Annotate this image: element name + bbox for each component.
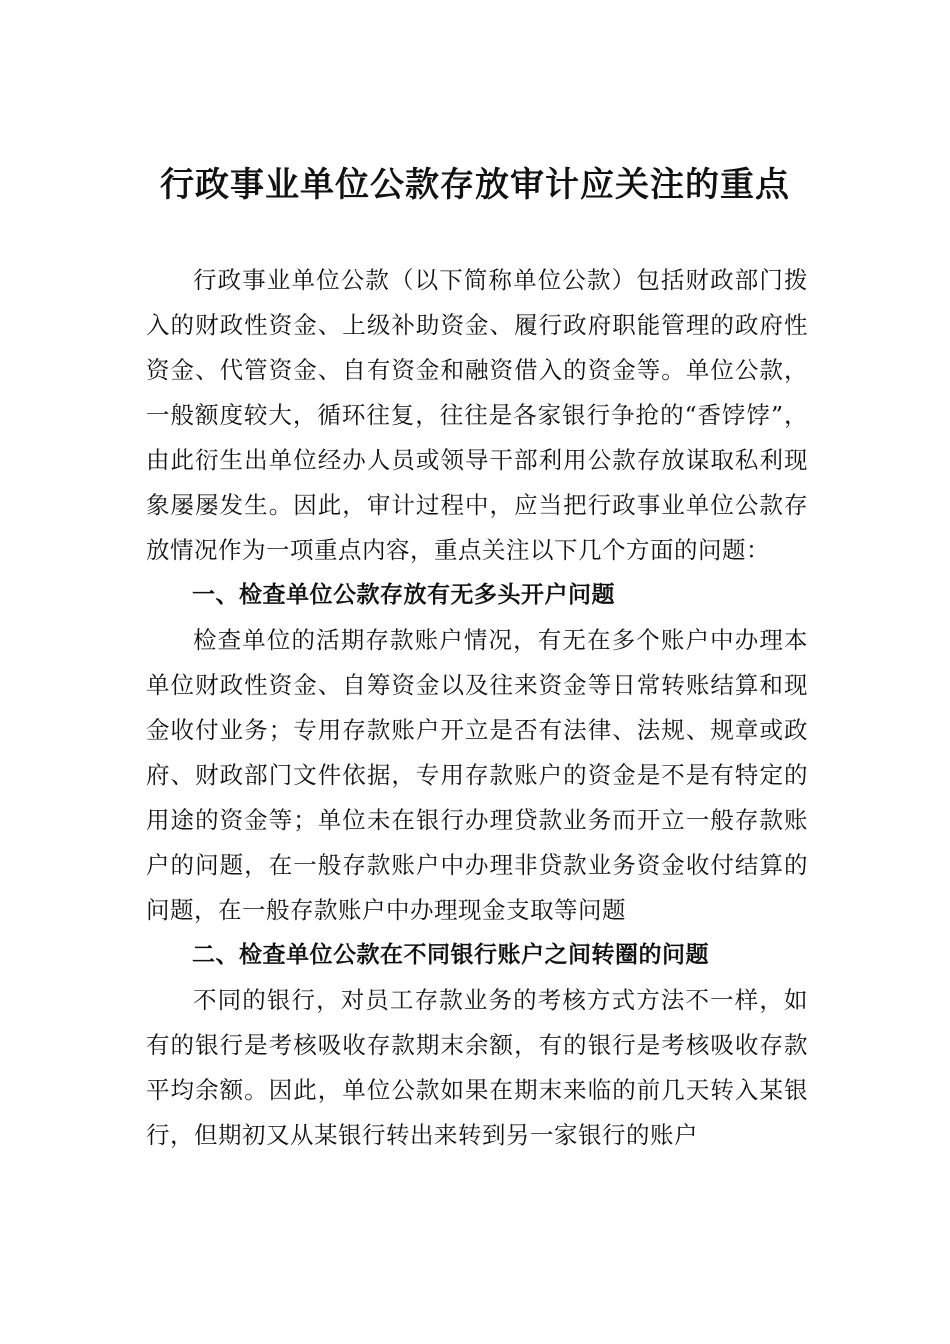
section-1-paragraph: 检查单位的活期存款账户情况，有无在多个账户中办理本单位财政性资金、自筹资金以及往来资金等日常转账结算和现金收付业务；专用存款账户开立是否有法律、法规、规章或政府、财政部门文件依据，专用存款账户的资金是不是有特定的用途的资金等；单位未在银行办理贷款业务而开立一般存款账户的问题，在一般存款账户中办理非贷款业务资金收付结算的问题，在一般存款账户中办理现金支取等问题 (146, 626, 808, 924)
document-title: 行政事业单位公款存放审计应关注的重点 (160, 165, 790, 205)
intro-paragraph: 行政事业单位公款（以下简称单位公款）包括财政部门拨入的财政性资金、上级补助资金、履行政府职能管理的政府性资金、代管资金、自有资金和融资借入的资金等。单位公款，一般额度较大，循环往复，往往是各家银行争抢的“香饽饽”，由此衍生出单位经办人员或领导干部利用公款存放谋取私利现象屡屡发生。因此，审计过程中，应当把行政事业单位公款存放情况作为一项重点内容，重点关注以下几个方面的问题： (146, 266, 808, 564)
section-2-paragraph: 不同的银行，对员工存款业务的考核方式方法不一样，如有的银行是考核吸收存款期末余额，有的银行是考核吸收存款平均余额。因此，单位公款如果在期末来临的前几天转入某银行，但期初又从某银行转出来转到另一家银行的账户 (146, 986, 808, 1149)
document-body (146, 258, 808, 1158)
section-heading-1: 一、检查单位公款存放有无多头开户问题 (192, 582, 615, 608)
section-heading-2: 二、检查单位公款在不同银行账户之间转圈的问题 (192, 942, 709, 968)
